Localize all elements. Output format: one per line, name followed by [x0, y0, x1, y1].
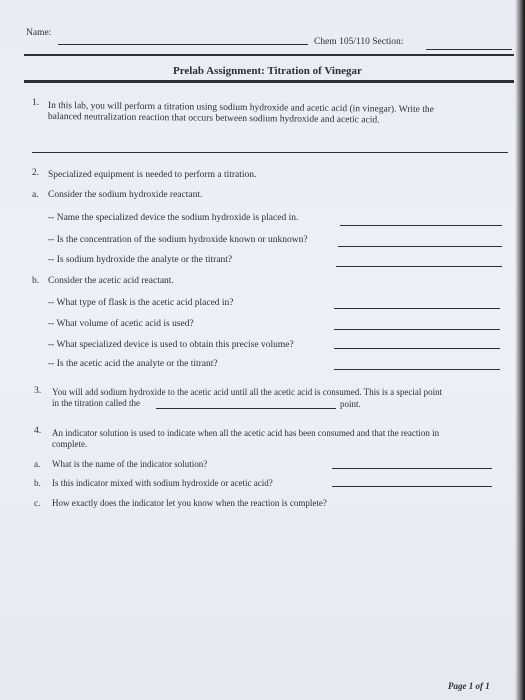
q4b-answer-line[interactable] — [332, 486, 492, 487]
q2-intro: Specialized equipment is needed to perform a titration. — [48, 170, 257, 180]
q2a-item-3-answer-line[interactable] — [336, 266, 502, 267]
photo-shadow-edge — [515, 0, 525, 700]
q2b-item-4: -- Is the acetic acid the analyte or the titrant? — [48, 359, 218, 369]
q2b-item-3: -- What specialized device is used to obtain this precise volume? — [48, 340, 294, 350]
q2b-item-1-answer-line[interactable] — [334, 308, 500, 309]
q2b-label: b. — [32, 276, 40, 286]
course-section-label: Chem 105/110 Section: — [314, 37, 404, 47]
q4a-label: a. — [34, 459, 41, 469]
name-field[interactable] — [58, 44, 308, 45]
q3-text-line1: You will add sodium hydroxide to the acetic acid until all the acetic acid is consumed. This is a special point — [52, 387, 443, 397]
page-number: Page 1 of 1 — [448, 681, 490, 691]
q1-answer-line[interactable] — [32, 152, 508, 153]
q4c-label: c. — [34, 498, 41, 508]
name-label: Name: — [26, 28, 52, 38]
q3-answer-line[interactable] — [156, 408, 336, 409]
q2a-item-1-answer-line[interactable] — [340, 225, 502, 226]
q4-text-line1: An indicator solution is used to indicate when all the acetic acid has been consumed and that the reaction in — [52, 428, 440, 438]
q4a-text: What is the name of the indicator solution? — [52, 459, 208, 469]
q1-number: 1. — [32, 98, 40, 108]
q2a-item-1: -- Name the specialized device the sodium hydroxide is placed in. — [48, 213, 299, 223]
q2-number: 2. — [32, 168, 40, 178]
q2a-item-2-answer-line[interactable] — [338, 246, 502, 247]
q4b-text: Is this indicator mixed with sodium hydroxide or acetic acid? — [52, 478, 273, 488]
q2a-item-2: -- Is the concentration of the sodium hydroxide known or unknown? — [48, 235, 308, 245]
q3-number: 3. — [34, 386, 42, 396]
section-field[interactable] — [426, 49, 512, 50]
q3-text-line2-post: point. — [340, 399, 361, 409]
header-rule-bottom — [24, 80, 514, 83]
q1-text-line1: In this lab, you will perform a titration using sodium hydroxide and acetic acid (in vinegar). Write the — [47, 100, 434, 116]
header-rule-top — [24, 54, 514, 56]
q4b-label: b. — [34, 478, 41, 488]
q3-text-line2-pre: in the titration called the — [52, 398, 140, 408]
q4a-answer-line[interactable] — [332, 468, 492, 469]
q2b-item-1: -- What type of flask is the acetic acid placed in? — [48, 298, 234, 308]
q2b-item-3-answer-line[interactable] — [334, 348, 500, 349]
q2a-item-3: -- Is sodium hydroxide the analyte or the titrant? — [48, 255, 233, 265]
q1-text-line2: balanced neutralization reaction that occurs between sodium hydroxide and acetic acid. — [47, 111, 380, 126]
q4c-text: How exactly does the indicator let you know when the reaction is complete? — [52, 498, 327, 508]
q4-number: 4. — [34, 426, 42, 436]
q2a-label: a. — [32, 190, 39, 200]
q2a-text: Consider the sodium hydroxide reactant. — [48, 190, 203, 200]
page-title: Prelab Assignment: Titration of Vinegar — [173, 65, 362, 77]
q4-text-line2: complete. — [52, 439, 88, 449]
q2b-text: Consider the acetic acid reactant. — [48, 276, 174, 286]
q2b-item-2-answer-line[interactable] — [334, 329, 500, 330]
q2b-item-4-answer-line[interactable] — [334, 369, 500, 370]
q2b-item-2: -- What volume of acetic acid is used? — [48, 319, 194, 329]
